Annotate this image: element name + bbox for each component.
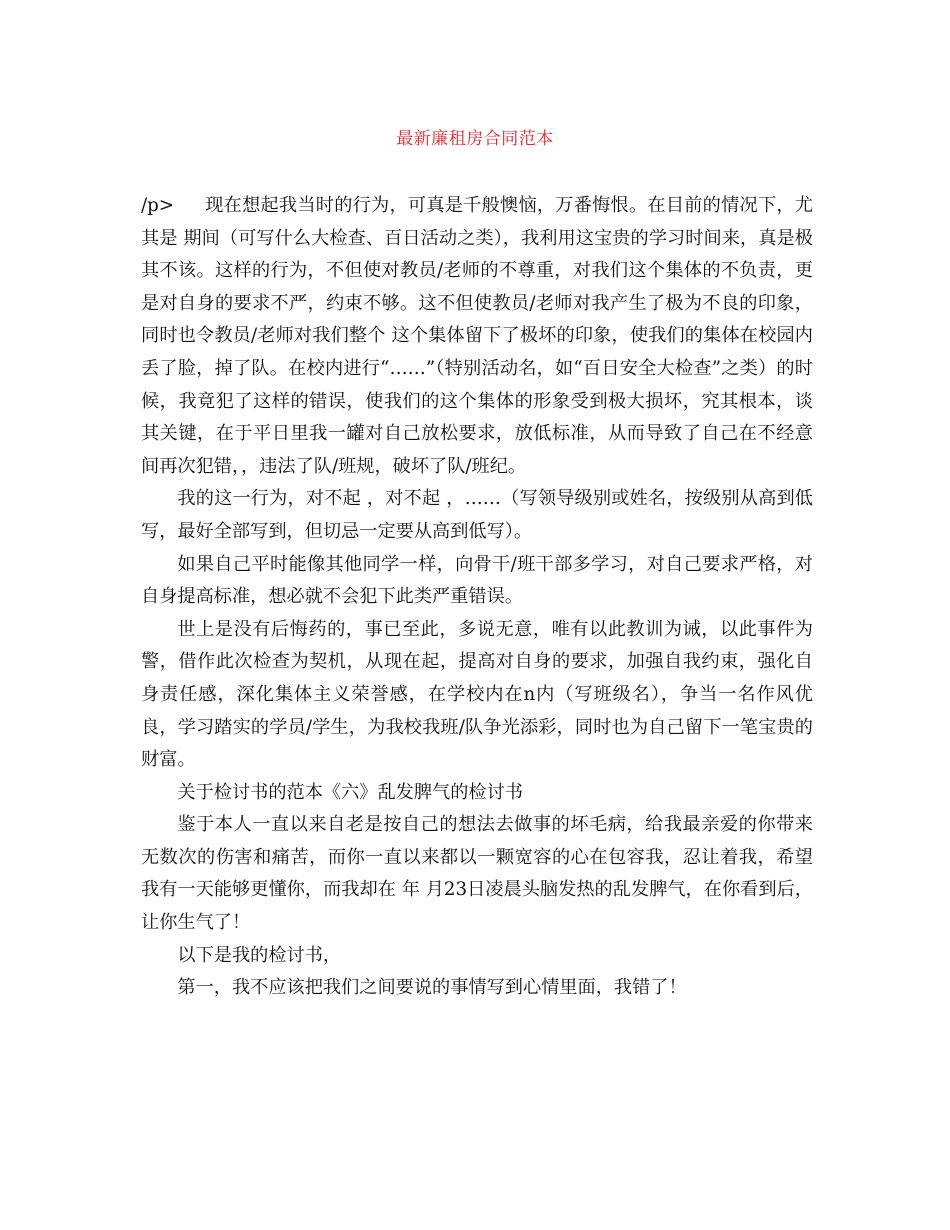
paragraph-1-text: 现在想起我当时的行为，可真是千般懊恼，万番悔恨。在目前的情况下，尤其是 期间（可写什么大检查、百日活动之类），我利用这宝贵的学习时间来，真是极其不该。这样的行为，不但使对教员/老师的不尊重，对我们这个集体的不负责，更是对自身的要求不严，约束不够。这不但使教员/老师对我产生了极为不良的印象，同时也令教员/老师对我们整个 这个集体留下了极坏的印象，使我们的集体在校园内丢了脸，掉了队。在校内进行“……”（特别活动名，如“百日安全大检查”之类）的时候，我竟犯了这样的错误，使我们的这个集体的形象受到极大损坏，究其根本，谈其关键，在于平日里我一罐对自己放松要求，放低标准，从而导致了自己在不经意间再次犯错，，违法了队/班规，破坏了队/班纪。 <box>141 195 813 477</box>
document-title: 最新廉租房合同范本 <box>396 129 554 149</box>
paragraph-1 <box>141 190 813 483</box>
paragraph-5: 鉴于本人一直以来自老是按自己的想法去做事的坏毛病，给我最亲爱的你带来无数次的伤害和痛苦，而你一直以来都以一颗宽容的心在包容我，忍让着我，希望我有一天能够更懂你，而我却在 年 月23日凌晨头脑发热的乱发脾气，在你看到后，让你生气了！ <box>141 814 813 934</box>
paragraph-4: 世上是没有后悔药的，事已至此，多说无意，唯有以此教训为诫，以此事件为警，借作此次检查为契机，从现在起，提高对自身的要求，加强自我约束，强化自身责任感，深化集体主义荣誉感，在学校内在n内（写班级名），争当一名作风优良，学习踏实的学员/学生，为我校我班/队争光添彩，同时也为自己留下一笔宝贵的财富。 <box>141 618 813 771</box>
paragraph-7: 第一，我不应该把我们之间要说的事情写到心情里面，我错了！ <box>177 977 687 999</box>
section-heading: 关于检讨书的范本《六》乱发脾气的检讨书 <box>177 781 523 803</box>
document-body <box>141 190 813 1005</box>
paragraph-3: 如果自己平时能像其他同学一样，向骨干/班干部多学习，对自己要求严格，对自身提高标准，想必就不会犯下此类严重错误。 <box>141 553 813 608</box>
paragraph-6: 以下是我的检讨书， <box>177 944 342 966</box>
lead-fragment: /p> <box>141 195 175 216</box>
paragraph-2: 我的这一行为，对不起 ，对不起 ，……（写领导级别或姓名，按级别从高到低写，最好全部写到，但切忌一定要从高到低写）。 <box>141 488 813 542</box>
